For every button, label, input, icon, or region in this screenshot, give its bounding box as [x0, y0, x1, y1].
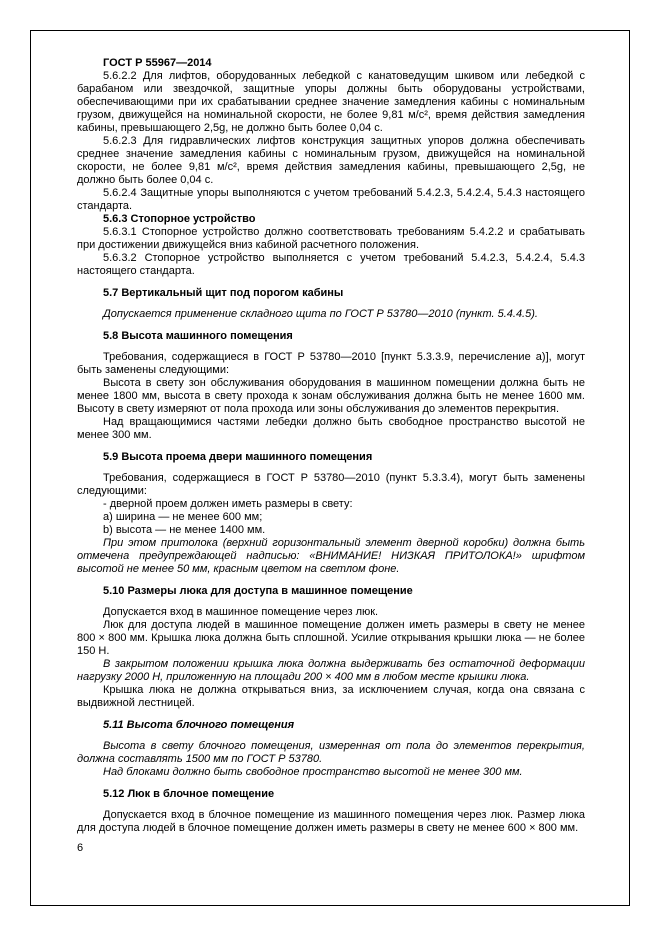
- heading-5-10: 5.10 Размеры люка для доступа в машинное помещение: [103, 585, 413, 597]
- document-code: ГОСТ Р 55967—2014: [103, 57, 212, 69]
- paragraph-note-5-10: В закрытом положении крышка люка должна выдерживать без остаточной деформации нагрузку 2000 Н, приложенную на площади 200 × 400 мм в любом месте крышки люка.: [77, 658, 585, 683]
- paragraph-5-11-clearance: Над блоками должно быть свободное пространство высотой не менее 300 мм.: [103, 766, 523, 778]
- heading-5-11: 5.11 Высота блочного помещения: [103, 719, 295, 731]
- paragraph-5-9-requirements: Требования, содержащиеся в ГОСТ Р 53780—2010 (пункт 5.3.3.4), могут быть заменены следующими:: [77, 472, 585, 497]
- subheading-5-6-3: 5.6.3 Стопорное устройство: [103, 213, 256, 225]
- paragraph-5-11-height: Высота в свету блочного помещения, измеренная от пола до элементов перекрытия, должна составлять 1500 мм по ГОСТ Р 53780.: [77, 740, 585, 765]
- paragraph-5-10-hatch-size: Люк для доступа людей в машинное помещение должен иметь размеры в свету не менее 800 × 800 мм. Крышка люка должна быть сплошной. Усилие открывания крышки люка — не более 150 Н.: [77, 619, 585, 657]
- paragraph-5-6-2-3: 5.6.2.3 Для гидравлических лифтов конструкция защитных упоров должна обеспечивать среднее значение замедления кабины с номинальным грузом, движущейся на номинальной скорости, не более 9,81 м/с², время действия замедления кабины, превышающего 2,5g, не должно быть более 0,04 с.: [77, 135, 585, 186]
- paragraph-5-10-cover: Крышка люка не должна открываться вниз, за исключением случая, когда она связана с выдвижной лестницей.: [77, 684, 585, 709]
- paragraph-5-9-height: b) высота — не менее 1400 мм.: [103, 524, 266, 536]
- paragraph-5-9-doorway: - дверной проем должен иметь размеры в свету:: [103, 498, 353, 510]
- paragraph-5-6-2-4: 5.6.2.4 Защитные упоры выполняются с учетом требований 5.4.2.3, 5.4.2.4, 5.4.3 настоящего стандарта.: [77, 187, 585, 212]
- heading-5-9: 5.9 Высота проема двери машинного помещения: [103, 451, 373, 463]
- paragraph-5-6-3-1: 5.6.3.1 Стопорное устройство должно соответствовать требованиям 5.4.2.2 и срабатывать при достижении движущейся вниз кабиной расчетного положения.: [77, 226, 585, 251]
- heading-5-7: 5.7 Вертикальный щит под порогом кабины: [103, 287, 344, 299]
- paragraph-5-6-2-2: 5.6.2.2 Для лифтов, оборудованных лебедкой с канатоведущим шкивом или лебедкой с барабаном или звездочкой, защитные упоры должны быть оборудованы устройствами, обеспечивающими при их срабатывании среднее значение замедления кабины с номинальным грузом, движущейся на номинальной скорости, не более 9,81 м/с², время действия замедления кабины, превышающего 2,5g, не должно быть более 0,04 с.: [77, 70, 585, 134]
- paragraph-5-10-entry: Допускается вход в машинное помещение через люк.: [103, 606, 379, 618]
- page-number: 6: [77, 842, 84, 854]
- heading-5-8: 5.8 Высота машинного помещения: [103, 330, 293, 342]
- paragraph-5-6-3-2: 5.6.3.2 Стопорное устройство выполняется с учетом требований 5.4.2.3, 5.4.2.4, 5.4.3 настоящего стандарта.: [77, 252, 585, 277]
- paragraph-5-12-entry: Допускается вход в блочное помещение из машинного помещения через люк. Размер люка для доступа людей в блочное помещение должен иметь размеры в свету не менее 600 × 800 мм.: [77, 809, 585, 834]
- paragraph-note-5-9: При этом притолока (верхний горизонтальный элемент дверной коробки) должна быть отмечена предупреждающей надписью: «ВНИМАНИЕ! НИЗКАЯ ПРИТОЛОКА!» шрифтом высотой не менее 50 мм, красным цветом на светлом фоне.: [77, 537, 585, 575]
- heading-5-12: 5.12 Люк в блочное помещение: [103, 788, 275, 800]
- paragraph-5-8-requirements: Требования, содержащиеся в ГОСТ Р 53780—2010 [пункт 5.3.3.9, перечисление а)], могут быть заменены следующими:: [77, 351, 585, 376]
- paragraph-5-9-width: а) ширина — не менее 600 мм;: [103, 511, 263, 523]
- paragraph-5-8-clearance: Над вращающимися частями лебедки должно быть свободное пространство высотой не менее 300 мм.: [77, 416, 585, 441]
- paragraph-note-5-7: Допускается применение складного щита по ГОСТ Р 53780—2010 (пункт. 5.4.4.5).: [103, 308, 538, 320]
- paragraph-5-8-heights: Высота в свету зон обслуживания оборудования в машинном помещении должна быть не менее 1800 мм, высота в свету прохода к зонам обслуживания должна быть не менее 1600 мм. Высоту в свету измеряют от пола прохода или зоны обслуживания до элементов перекрытия.: [77, 377, 585, 415]
- page-frame: [30, 30, 630, 906]
